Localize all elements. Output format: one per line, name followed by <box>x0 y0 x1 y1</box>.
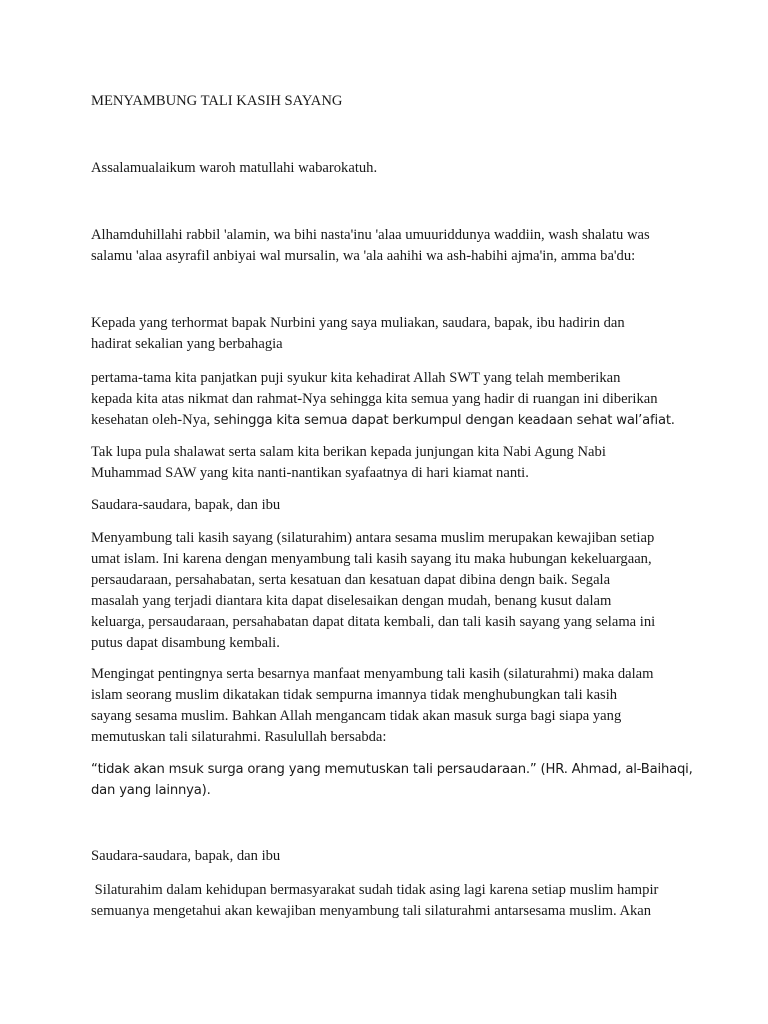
shalawat-paragraph <box>91 442 691 484</box>
document-title <box>91 91 691 112</box>
paragraph-silaturahim <box>91 528 691 654</box>
paragraph-line: persaudaraan, persahabatan, serta kesatuan dan kesatuan dapat dibina dengn baik. Segala <box>91 572 611 588</box>
salutation-1 <box>91 495 691 516</box>
paragraph-line: pertama-tama kita panjatkan puji syukur kita kehadirat Allah SWT yang telah memberikan <box>91 370 621 386</box>
address-paragraph <box>91 313 691 355</box>
opening-paragraph <box>91 225 691 267</box>
greeting <box>91 158 691 179</box>
praise-paragraph <box>91 368 691 431</box>
greeting-text: Assalamualaikum waroh matullahi wabarokatuh. <box>91 160 378 176</box>
paragraph-line: islam seorang muslim dikatakan tidak sempurna imannya tidak menghubungkan tali kasih <box>91 687 618 703</box>
paragraph-line: Silaturahim dalam kehidupan bermasyarakat sudah tidak asing lagi karena setiap muslim hampir <box>91 882 659 898</box>
salutation-text: Saudara-saudara, bapak, dan ibu <box>91 848 281 864</box>
paragraph-line: memutuskan tali silaturahmi. Rasulullah bersabda: <box>91 729 387 745</box>
paragraph-line: Muhammad SAW yang kita nanti-nantikan syafaatnya di hari kiamat nanti. <box>91 465 529 481</box>
paragraph-line: putus dapat disambung kembali. <box>91 635 280 651</box>
salutation-2 <box>91 846 691 867</box>
paragraph-line: hadirat sekalian yang berbahagia <box>91 336 283 352</box>
paragraph-line: masalah yang terjadi diantara kita dapat diselesaikan dengan mudah, benang kusut dalam <box>91 593 612 609</box>
praise-line-serif-part: kesehatan oleh-Nya, <box>91 412 214 428</box>
paragraph-line <box>91 759 691 780</box>
paragraph-kehidupan <box>91 880 691 922</box>
paragraph-line <box>91 410 691 431</box>
paragraph-line: kepada kita atas nikmat dan rahmat-Nya sehingga kita semua yang hadir di ruangan ini diberikan <box>91 391 658 407</box>
paragraph-line: salamu 'alaa asyrafil anbiyai wal mursalin, wa 'ala aahihi wa ash-habihi ajma'in, amma ba'du: <box>91 248 636 264</box>
paragraph-line: sayang sesama muslim. Bahkan Allah mengancam tidak akan masuk surga bagi siapa yang <box>91 708 622 724</box>
paragraph-line: Kepada yang terhormat bapak Nurbini yang saya muliakan, saudara, bapak, ibu hadirin dan <box>91 315 625 331</box>
hadith-quote <box>91 759 691 801</box>
paragraph-line: keluarga, persaudaraan, persahabatan dapat ditata kembali, dan tali kasih sayang yang selama ini <box>91 614 656 630</box>
praise-line-sans-part: sehingga kita semua dapat berkumpul dengan keadaan sehat wal’afiat. <box>213 413 675 428</box>
hadith-citation-line: dan yang lainnya). <box>91 783 211 798</box>
hadith-quote-text: “tidak akan msuk surga orang yang memutuskan tali persaudaraan.” <box>91 762 537 777</box>
paragraph-line: umat islam. Ini karena dengan menyambung tali kasih sayang itu maka hubungan kekeluargaan, <box>91 551 652 567</box>
paragraph-line: semuanya mengetahui akan kewajiban menyambung tali silaturahmi antarsesama muslim. Akan <box>91 903 652 919</box>
title-text: MENYAMBUNG TALI KASIH SAYANG <box>91 93 343 109</box>
hadith-citation: (HR. Ahmad, al-Baihaqi, <box>536 762 693 777</box>
salutation-text: Saudara-saudara, bapak, dan ibu <box>91 497 281 513</box>
paragraph-line: Tak lupa pula shalawat serta salam kita berikan kepada junjungan kita Nabi Agung Nabi <box>91 444 606 460</box>
paragraph-line: Mengingat pentingnya serta besarnya manfaat menyambung tali kasih (silaturahmi) maka dalam <box>91 666 654 682</box>
paragraph-line: Menyambung tali kasih sayang (silaturahim) antara sesama muslim merupakan kewajiban setiap <box>91 530 655 546</box>
paragraph-line: Alhamduhillahi rabbil 'alamin, wa bihi nasta'inu 'alaa umuuriddunya waddiin, wash shalatu was <box>91 227 650 243</box>
paragraph-manfaat <box>91 664 691 748</box>
